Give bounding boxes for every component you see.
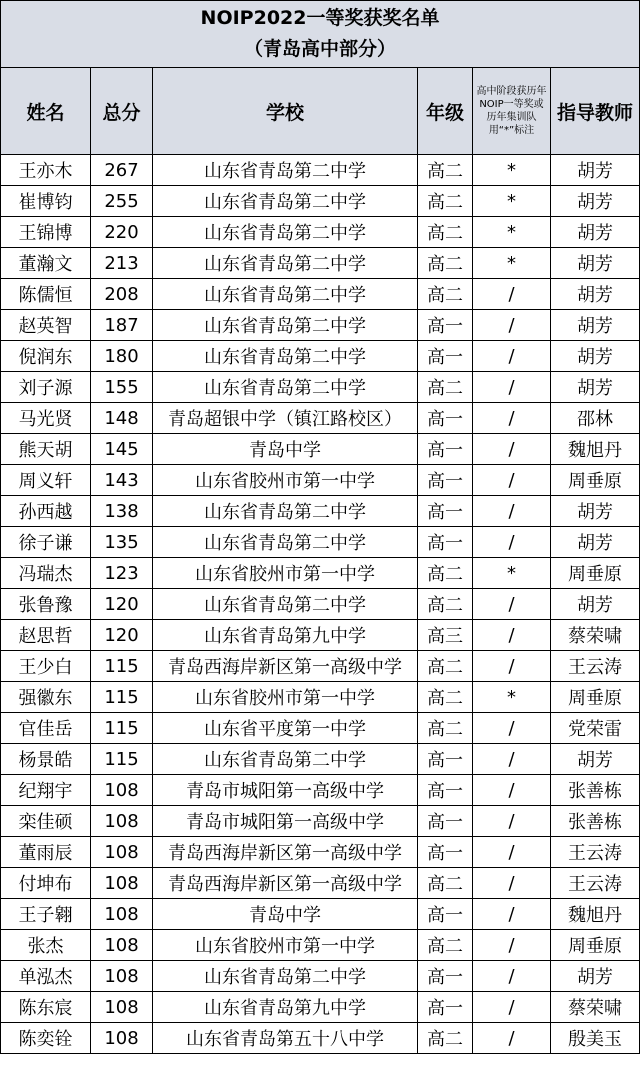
score-cell: 155 — [91, 372, 153, 403]
student-name-cell: 徐子谦 — [1, 527, 91, 558]
teacher-cell: 魏旭丹 — [551, 899, 640, 930]
mark-cell: * — [473, 248, 551, 279]
school-cell: 青岛西海岸新区第一高级中学 — [153, 837, 418, 868]
grade-cell: 高二 — [418, 186, 473, 217]
grade-cell: 高一 — [418, 434, 473, 465]
score-cell: 143 — [91, 465, 153, 496]
table-row — [1, 217, 640, 248]
school-cell: 山东省青岛第二中学 — [153, 341, 418, 372]
school-cell: 山东省青岛第二中学 — [153, 248, 418, 279]
table-row — [1, 341, 640, 372]
student-name-cell: 崔博钧 — [1, 186, 91, 217]
school-cell: 山东省青岛第二中学 — [153, 155, 418, 186]
header-teacher: 指导教师 — [551, 68, 640, 155]
score-cell: 213 — [91, 248, 153, 279]
table-row — [1, 589, 640, 620]
grade-cell: 高一 — [418, 341, 473, 372]
score-cell: 108 — [91, 930, 153, 961]
school-cell: 山东省青岛第二中学 — [153, 217, 418, 248]
score-cell: 108 — [91, 992, 153, 1023]
teacher-cell: 张善栋 — [551, 775, 640, 806]
student-name-cell: 孙西越 — [1, 496, 91, 527]
score-cell: 180 — [91, 341, 153, 372]
grade-cell: 高一 — [418, 527, 473, 558]
school-cell: 山东省胶州市第一中学 — [153, 465, 418, 496]
student-name-cell: 倪润东 — [1, 341, 91, 372]
teacher-cell: 周垂原 — [551, 682, 640, 713]
grade-cell: 高二 — [418, 713, 473, 744]
school-cell: 青岛超银中学（镇江路校区） — [153, 403, 418, 434]
table-row — [1, 899, 640, 930]
school-cell: 青岛西海岸新区第一高级中学 — [153, 651, 418, 682]
grade-cell: 高一 — [418, 744, 473, 775]
teacher-cell: 胡芳 — [551, 310, 640, 341]
student-name-cell: 付坤布 — [1, 868, 91, 899]
table-row — [1, 620, 640, 651]
grade-cell: 高一 — [418, 496, 473, 527]
table-body — [1, 155, 640, 1054]
school-cell: 青岛市城阳第一高级中学 — [153, 806, 418, 837]
teacher-cell: 胡芳 — [551, 744, 640, 775]
mark-cell: / — [473, 837, 551, 868]
score-cell: 220 — [91, 217, 153, 248]
student-name-cell: 周义轩 — [1, 465, 91, 496]
teacher-cell: 蔡荣啸 — [551, 992, 640, 1023]
table-row — [1, 310, 640, 341]
student-name-cell: 陈东宸 — [1, 992, 91, 1023]
student-name-cell: 张杰 — [1, 930, 91, 961]
school-cell: 山东省青岛第五十八中学 — [153, 1023, 418, 1054]
student-name-cell: 栾佳硕 — [1, 806, 91, 837]
mark-cell: * — [473, 558, 551, 589]
score-cell: 255 — [91, 186, 153, 217]
grade-cell: 高二 — [418, 868, 473, 899]
mark-cell: / — [473, 868, 551, 899]
mark-cell: / — [473, 403, 551, 434]
grade-cell: 高一 — [418, 806, 473, 837]
mark-cell: * — [473, 186, 551, 217]
teacher-cell: 党荣雷 — [551, 713, 640, 744]
school-cell: 山东省青岛第九中学 — [153, 992, 418, 1023]
school-cell: 山东省青岛第二中学 — [153, 744, 418, 775]
score-cell: 148 — [91, 403, 153, 434]
mark-cell: / — [473, 465, 551, 496]
grade-cell: 高二 — [418, 279, 473, 310]
student-name-cell: 熊天胡 — [1, 434, 91, 465]
teacher-cell: 胡芳 — [551, 527, 640, 558]
mark-cell: / — [473, 992, 551, 1023]
score-cell: 108 — [91, 899, 153, 930]
student-name-cell: 董雨辰 — [1, 837, 91, 868]
teacher-cell: 张善栋 — [551, 806, 640, 837]
student-name-cell: 单泓杰 — [1, 961, 91, 992]
table-row — [1, 403, 640, 434]
grade-cell: 高二 — [418, 682, 473, 713]
student-name-cell: 董瀚文 — [1, 248, 91, 279]
score-cell: 108 — [91, 868, 153, 899]
mark-cell: / — [473, 961, 551, 992]
teacher-cell: 殷美玉 — [551, 1023, 640, 1054]
table-row — [1, 651, 640, 682]
score-cell: 208 — [91, 279, 153, 310]
teacher-cell: 胡芳 — [551, 279, 640, 310]
table-row — [1, 155, 640, 186]
grade-cell: 高一 — [418, 899, 473, 930]
student-name-cell: 张鲁豫 — [1, 589, 91, 620]
teacher-cell: 魏旭丹 — [551, 434, 640, 465]
score-cell: 115 — [91, 713, 153, 744]
student-name-cell: 陈奕铨 — [1, 1023, 91, 1054]
school-cell: 山东省平度第一中学 — [153, 713, 418, 744]
table-row — [1, 868, 640, 899]
school-cell: 山东省青岛第二中学 — [153, 186, 418, 217]
student-name-cell: 赵英智 — [1, 310, 91, 341]
teacher-cell: 胡芳 — [551, 372, 640, 403]
student-name-cell: 王少白 — [1, 651, 91, 682]
header-grade: 年级 — [418, 68, 473, 155]
teacher-cell: 胡芳 — [551, 217, 640, 248]
grade-cell: 高三 — [418, 620, 473, 651]
title-row — [1, 1, 640, 68]
header-school: 学校 — [153, 68, 418, 155]
teacher-cell: 邵林 — [551, 403, 640, 434]
table-row — [1, 682, 640, 713]
mark-cell: / — [473, 775, 551, 806]
score-cell: 108 — [91, 961, 153, 992]
table-row — [1, 186, 640, 217]
mark-cell: / — [473, 899, 551, 930]
school-cell: 青岛中学 — [153, 899, 418, 930]
table-row — [1, 713, 640, 744]
school-cell: 山东省青岛第九中学 — [153, 620, 418, 651]
mark-cell: / — [473, 1023, 551, 1054]
score-cell: 138 — [91, 496, 153, 527]
header-score: 总分 — [91, 68, 153, 155]
header-mark: 高中阶段获历年NOIP一等奖或历年集训队用“*”标注 — [473, 68, 551, 155]
mark-cell: * — [473, 155, 551, 186]
score-cell: 267 — [91, 155, 153, 186]
teacher-cell: 胡芳 — [551, 341, 640, 372]
score-cell: 115 — [91, 651, 153, 682]
mark-cell: / — [473, 620, 551, 651]
grade-cell: 高二 — [418, 651, 473, 682]
score-cell: 120 — [91, 620, 153, 651]
table-row — [1, 1023, 640, 1054]
student-name-cell: 官佳岳 — [1, 713, 91, 744]
school-cell: 山东省青岛第二中学 — [153, 961, 418, 992]
grade-cell: 高一 — [418, 310, 473, 341]
teacher-cell: 蔡荣啸 — [551, 620, 640, 651]
table-row — [1, 465, 640, 496]
school-cell: 山东省青岛第二中学 — [153, 527, 418, 558]
teacher-cell: 王云涛 — [551, 837, 640, 868]
grade-cell: 高二 — [418, 930, 473, 961]
student-name-cell: 王亦木 — [1, 155, 91, 186]
student-name-cell: 刘子源 — [1, 372, 91, 403]
table-row — [1, 930, 640, 961]
student-name-cell: 赵思哲 — [1, 620, 91, 651]
header-name: 姓名 — [1, 68, 91, 155]
teacher-cell: 胡芳 — [551, 496, 640, 527]
score-cell: 115 — [91, 744, 153, 775]
mark-cell: * — [473, 217, 551, 248]
score-cell: 108 — [91, 806, 153, 837]
grade-cell: 高二 — [418, 372, 473, 403]
school-cell: 山东省胶州市第一中学 — [153, 930, 418, 961]
teacher-cell: 胡芳 — [551, 589, 640, 620]
table-row — [1, 279, 640, 310]
table-row — [1, 434, 640, 465]
mark-cell: / — [473, 589, 551, 620]
student-name-cell: 杨景皓 — [1, 744, 91, 775]
mark-cell: / — [473, 527, 551, 558]
score-cell: 120 — [91, 589, 153, 620]
mark-cell: / — [473, 744, 551, 775]
mark-cell: / — [473, 341, 551, 372]
teacher-cell: 周垂原 — [551, 465, 640, 496]
title-line-1: NOIP2022一等奖获奖名单 — [200, 7, 440, 29]
score-cell: 123 — [91, 558, 153, 589]
score-cell: 108 — [91, 1023, 153, 1054]
school-cell: 青岛市城阳第一高级中学 — [153, 775, 418, 806]
teacher-cell: 王云涛 — [551, 868, 640, 899]
student-name-cell: 强徽东 — [1, 682, 91, 713]
score-cell: 108 — [91, 775, 153, 806]
mark-cell: / — [473, 930, 551, 961]
grade-cell: 高一 — [418, 403, 473, 434]
grade-cell: 高二 — [418, 1023, 473, 1054]
grade-cell: 高二 — [418, 589, 473, 620]
student-name-cell: 马光贤 — [1, 403, 91, 434]
teacher-cell: 胡芳 — [551, 961, 640, 992]
student-name-cell: 纪翔宇 — [1, 775, 91, 806]
mark-cell: / — [473, 651, 551, 682]
school-cell: 青岛西海岸新区第一高级中学 — [153, 868, 418, 899]
score-cell: 135 — [91, 527, 153, 558]
table-row — [1, 496, 640, 527]
table-row — [1, 527, 640, 558]
table-row — [1, 837, 640, 868]
table-row — [1, 961, 640, 992]
score-cell: 108 — [91, 837, 153, 868]
score-cell: 145 — [91, 434, 153, 465]
grade-cell: 高一 — [418, 837, 473, 868]
mark-cell: / — [473, 434, 551, 465]
mark-cell: * — [473, 682, 551, 713]
mark-cell: / — [473, 310, 551, 341]
student-name-cell: 陈儒恒 — [1, 279, 91, 310]
school-cell: 山东省青岛第二中学 — [153, 496, 418, 527]
student-name-cell: 王子翱 — [1, 899, 91, 930]
table-row — [1, 992, 640, 1023]
mark-cell: / — [473, 372, 551, 403]
teacher-cell: 胡芳 — [551, 248, 640, 279]
school-cell: 青岛中学 — [153, 434, 418, 465]
mark-cell: / — [473, 806, 551, 837]
student-name-cell: 冯瑞杰 — [1, 558, 91, 589]
school-cell: 山东省胶州市第一中学 — [153, 558, 418, 589]
table-row — [1, 744, 640, 775]
table-row — [1, 775, 640, 806]
grade-cell: 高一 — [418, 465, 473, 496]
school-cell: 山东省青岛第二中学 — [153, 310, 418, 341]
mark-cell: / — [473, 496, 551, 527]
teacher-cell: 胡芳 — [551, 155, 640, 186]
title-line-2: （青岛高中部分） — [244, 38, 397, 60]
table-row — [1, 248, 640, 279]
school-cell: 山东省青岛第二中学 — [153, 372, 418, 403]
teacher-cell: 周垂原 — [551, 930, 640, 961]
school-cell: 山东省胶州市第一中学 — [153, 682, 418, 713]
score-cell: 115 — [91, 682, 153, 713]
table-title — [1, 1, 640, 68]
grade-cell: 高一 — [418, 992, 473, 1023]
school-cell: 山东省青岛第二中学 — [153, 279, 418, 310]
table-row — [1, 806, 640, 837]
grade-cell: 高二 — [418, 248, 473, 279]
score-cell: 187 — [91, 310, 153, 341]
teacher-cell: 周垂原 — [551, 558, 640, 589]
student-name-cell: 王锦博 — [1, 217, 91, 248]
mark-cell: / — [473, 713, 551, 744]
grade-cell: 高二 — [418, 155, 473, 186]
teacher-cell: 王云涛 — [551, 651, 640, 682]
grade-cell: 高二 — [418, 217, 473, 248]
grade-cell: 高一 — [418, 775, 473, 806]
mark-cell: / — [473, 279, 551, 310]
grade-cell: 高二 — [418, 558, 473, 589]
header-row — [1, 68, 640, 155]
school-cell: 山东省青岛第二中学 — [153, 589, 418, 620]
grade-cell: 高一 — [418, 961, 473, 992]
teacher-cell: 胡芳 — [551, 186, 640, 217]
table-row — [1, 372, 640, 403]
table-row — [1, 558, 640, 589]
